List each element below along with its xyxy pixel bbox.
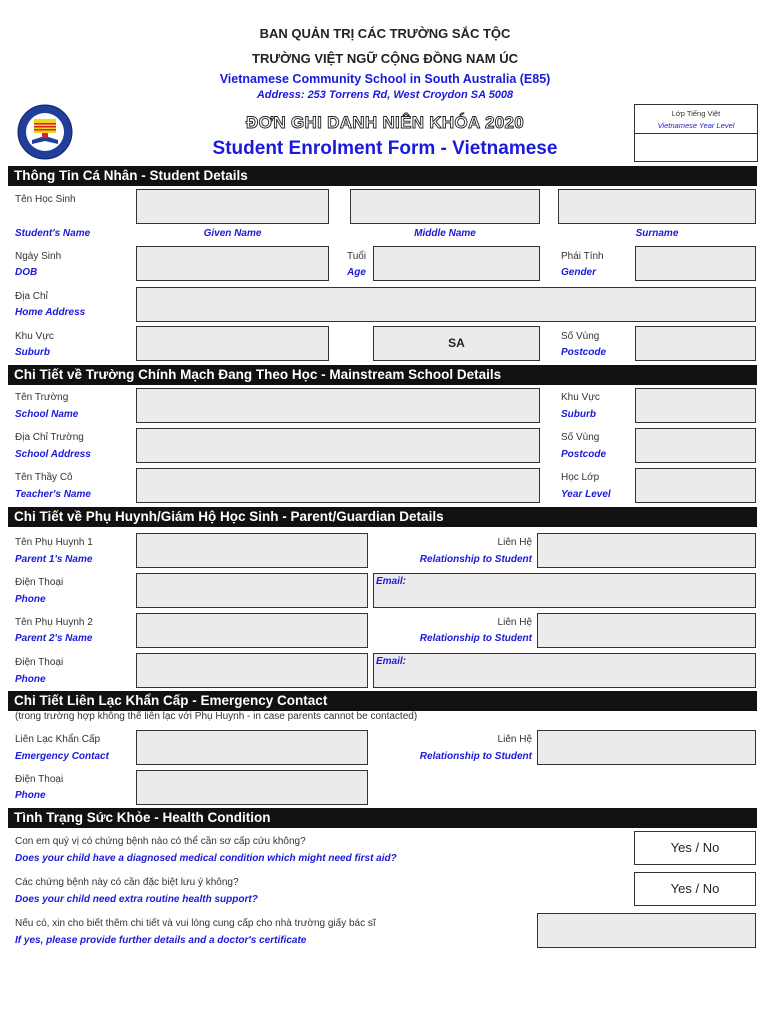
school-suburb-field[interactable]: [635, 388, 756, 423]
section-school-details: Chi Tiết về Trường Chính Mạch Đang Theo Học - Mainstream School Details: [8, 365, 757, 385]
parent2-relationship-field[interactable]: [537, 613, 756, 648]
health-q1-label-en: Does your child have a diagnosed medical condition which might need first aid?: [15, 853, 397, 864]
parent1-relationship-label-en: Relationship to Student: [419, 554, 532, 565]
parent1-relationship-field[interactable]: [537, 533, 756, 568]
teacher-name-label-en: Teacher's Name: [15, 489, 91, 500]
middle-name-field[interactable]: [350, 189, 540, 224]
emergency-phone-label-en: Phone: [15, 790, 46, 801]
suburb-label-en: Suburb: [15, 347, 50, 358]
emergency-relationship-field[interactable]: [537, 730, 756, 765]
school-suburb-label: Khu Vực: [561, 392, 600, 403]
home-address-label-en: Home Address: [15, 307, 86, 318]
teacher-name-field[interactable]: [136, 468, 540, 503]
parent1-email-field[interactable]: [373, 573, 756, 608]
given-name-label: Given Name: [203, 228, 262, 239]
year-level-label-en: Vietnamese Year Level: [657, 121, 735, 130]
teacher-name-label: Tên Thầy Cô: [15, 472, 73, 483]
school-suburb-label-en: Suburb: [561, 409, 596, 420]
parent2-relationship-label-en: Relationship to Student: [419, 633, 532, 644]
year-level-label-en2: Year Level: [561, 489, 611, 500]
school-title-vn: TRƯỜNG VIỆT NGỮ CỘNG ĐỒNG NAM ÚC: [252, 51, 518, 66]
emergency-phone-label: Điện Thoại: [15, 774, 64, 785]
surname-label: Surname: [635, 228, 679, 239]
year-level-header: [635, 105, 757, 134]
given-name-field[interactable]: [136, 189, 329, 224]
suburb-field[interactable]: [136, 326, 329, 361]
org-title: BAN QUẢN TRỊ CÁC TRƯỜNG SẮC TỘC: [259, 26, 511, 41]
school-name-field[interactable]: [136, 388, 540, 423]
school-title-en: Vietnamese Community School in South Australia (E85): [219, 72, 551, 86]
section-health-condition: Tình Trạng Sức Khỏe - Health Condition: [8, 808, 757, 828]
school-postcode-label: Số Vùng: [561, 432, 600, 443]
gender-label: Phái Tính: [561, 251, 604, 262]
form-title-en: Student Enrolment Form - Vietnamese: [212, 138, 558, 159]
dob-label: Ngày Sinh: [15, 251, 62, 262]
suburb-label: Khu Vực: [15, 331, 54, 342]
health-details-field[interactable]: [537, 913, 756, 948]
school-address-label: Địa Chỉ Trường: [15, 432, 84, 443]
home-address-label: Địa Chỉ: [15, 291, 48, 302]
year-level-input[interactable]: [635, 134, 757, 162]
form-title-vn: ĐƠN GHI DANH NIÊN KHÓA 2020: [246, 113, 524, 132]
emergency-relationship-label: Liên Hệ: [497, 734, 532, 745]
postcode-field[interactable]: [635, 326, 756, 361]
surname-field[interactable]: [558, 189, 756, 224]
home-address-field[interactable]: [136, 287, 756, 322]
health-q2-label: Các chứng bệnh này có cần đặc biệt lưu ý không?: [15, 877, 239, 888]
emergency-phone-field[interactable]: [136, 770, 368, 805]
parent2-email-label: Email:: [376, 656, 407, 667]
section-emergency-contact: Chi Tiết Liên Lạc Khẩn Cấp - Emergency Contact: [8, 691, 757, 711]
school-postcode-label-en: Postcode: [561, 449, 607, 460]
section-parent-details: Chi Tiết về Phụ Huynh/Giám Hộ Học Sinh - Parent/Guardian Details: [8, 507, 757, 527]
middle-name-label: Middle Name: [414, 228, 476, 239]
year-level-label-vn: Lớp Tiếng Việt: [671, 109, 721, 118]
parent1-name-label: Tên Phụ Huynh 1: [15, 537, 93, 548]
state-field[interactable]: SA: [373, 326, 540, 361]
dob-field[interactable]: [136, 246, 329, 281]
health-q2-label-en: Does your child need extra routine health support?: [15, 894, 258, 905]
parent2-name-field[interactable]: [136, 613, 368, 648]
parent1-phone-label: Điện Thoại: [15, 577, 64, 588]
age-label: Tuổi: [347, 251, 367, 262]
parent2-name-label-en: Parent 2's Name: [15, 633, 93, 644]
health-q3-label: Nếu có, xin cho biết thêm chi tiết và vui lòng cung cấp cho nhà trường giấy bác sĩ: [15, 918, 376, 929]
emergency-note: (trong trường hợp không thể liên lạc với Phụ Huynh - in case parents cannot be contacted): [15, 711, 418, 722]
parent1-relationship-label: Liên Hệ: [497, 537, 532, 548]
parent2-email-field[interactable]: [373, 653, 756, 688]
school-postcode-field[interactable]: [635, 428, 756, 463]
emergency-contact-field[interactable]: [136, 730, 368, 765]
health-q1-yes-no[interactable]: Yes / No: [634, 831, 756, 865]
gender-field[interactable]: [635, 246, 756, 281]
emergency-contact-label-en: Emergency Contact: [15, 751, 109, 762]
parent1-phone-label-en: Phone: [15, 594, 46, 605]
parent1-email-label: Email:: [376, 576, 407, 587]
year-level-label: Học Lớp: [561, 472, 600, 483]
student-name-label: Tên Học Sinh: [15, 194, 76, 205]
parent2-phone-label: Điện Thoại: [15, 657, 64, 668]
year-level-box: [634, 104, 758, 162]
postcode-label: Số Vùng: [561, 331, 600, 342]
health-q1-label: Con em quý vị có chứng bệnh nào có thể cần sơ cấp cứu không?: [15, 836, 306, 847]
postcode-label-en: Postcode: [561, 347, 607, 358]
health-q2-yes-no[interactable]: Yes / No: [634, 872, 756, 906]
parent1-phone-field[interactable]: [136, 573, 368, 608]
school-address-field[interactable]: [136, 428, 540, 463]
student-name-label-en: Student's Name: [15, 228, 91, 239]
parent2-phone-label-en: Phone: [15, 674, 46, 685]
dob-label-en: DOB: [15, 267, 38, 278]
health-q3-label-en: If yes, please provide further details and a doctor's certificate: [15, 935, 307, 946]
parent2-phone-field[interactable]: [136, 653, 368, 688]
emergency-contact-label: Liên Lạc Khẩn Cấp: [15, 734, 101, 745]
emergency-relationship-label-en: Relationship to Student: [419, 751, 532, 762]
parent2-name-label: Tên Phụ Huynh 2: [15, 617, 93, 628]
school-name-label-en: School Name: [15, 409, 79, 420]
age-label-en: Age: [347, 267, 366, 278]
parent1-name-field[interactable]: [136, 533, 368, 568]
section-student-details: Thông Tin Cá Nhân - Student Details: [8, 166, 757, 186]
school-address: Address: 253 Torrens Rd, West Croydon SA 5008: [256, 89, 514, 101]
school-year-level-field[interactable]: [635, 468, 756, 503]
gender-label-en: Gender: [561, 267, 597, 278]
parent2-relationship-label: Liên Hệ: [497, 617, 532, 628]
school-address-label-en: School Address: [15, 449, 91, 460]
age-field[interactable]: [373, 246, 540, 281]
parent1-name-label-en: Parent 1's Name: [15, 554, 93, 565]
school-name-label: Tên Trường: [15, 392, 69, 403]
